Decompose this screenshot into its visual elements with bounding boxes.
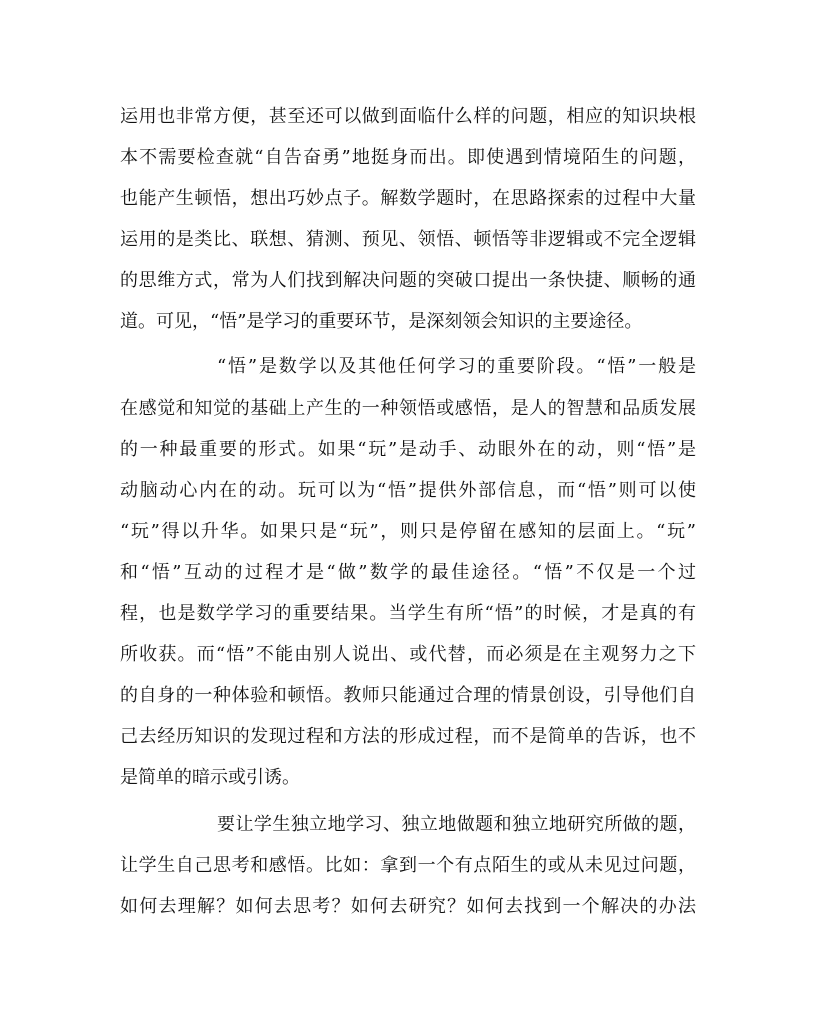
text-line: “悟”是数学以及其他任何学习的重要阶段。“悟”一般是 — [217, 356, 696, 377]
text-line: 和“悟”互动的过程才是“做”数学的最佳途径。“悟”不仅是一个过 — [120, 562, 696, 583]
text-line: 动脑动心内在的动。玩可以为“悟”提供外部信息，而“悟”则可以使 — [120, 480, 696, 501]
text-line: 的自身的一种体验和顿悟。教师只能通过合理的情景创设，引导他们自 — [120, 685, 696, 706]
text-line: “玩”得以升华。如果只是“玩”，则只是停留在感知的层面上。“玩” — [120, 521, 696, 542]
text-line: 本不需要检查就“自告奋勇”地挺身而出。即使遇到情境陌生的问题， — [120, 147, 696, 168]
text-line: 也能产生顿悟，想出巧妙点子。解数学题时，在思路探索的过程中大量 — [120, 188, 696, 209]
text-line: 运用也非常方便，甚至还可以做到面临什么样的问题，相应的知识块根 — [120, 106, 696, 127]
text-line: 程，也是数学学习的重要结果。当学生有所“悟”的时候，才是真的有 — [120, 603, 696, 624]
text-line: 道。可见，“悟”是学习的重要环节，是深刻领会知识的主要途径。 — [120, 311, 643, 332]
text-line: 的一种最重要的形式。如果“玩”是动手、动眼外在的动，则“悟”是 — [120, 439, 696, 460]
text-line: 己去经历知识的发现过程和方法的形成过程，而不是简单的告诉，也不 — [120, 726, 696, 747]
text-line: 运用的是类比、联想、猜测、预见、领悟、顿悟等非逻辑或不完全逻辑 — [120, 229, 696, 250]
text-line: 的思维方式，常为人们找到解决问题的突破口提出一条快捷、顺畅的通 — [120, 270, 696, 291]
text-line: 如何去理解？如何去思考？如何去研究？如何去找到一个解决的办法 — [120, 896, 696, 917]
text-line: 让学生自己思考和感悟。比如：拿到一个有点陌生的或从未见过问题， — [120, 855, 696, 876]
text-line: 在感觉和知觉的基础上产生的一种领悟或感悟，是人的智慧和品质发展 — [120, 398, 696, 419]
text-line: 要让学生独立地学习、独立地做题和独立地研究所做的题， — [217, 814, 696, 835]
text-line: 所收获。而“悟”不能由别人说出、或代替，而必须是在主观努力之下 — [120, 644, 696, 665]
text-line: 是简单的暗示或引诱。 — [120, 767, 300, 788]
